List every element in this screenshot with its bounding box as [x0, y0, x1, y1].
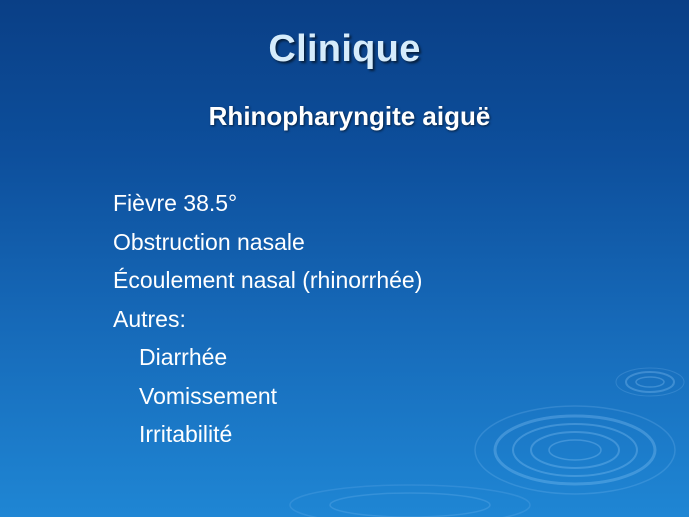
slide-title: Clinique — [268, 28, 421, 70]
slide-subtitle: Rhinopharyngite aiguë — [208, 101, 491, 131]
sub-item-diarrhea: Diarrhée — [139, 344, 228, 370]
list-item-nasal-discharge: Écoulement nasal (rhinorrhée) — [113, 267, 423, 293]
list-item-nasal-obstruction: Obstruction nasale — [113, 228, 305, 255]
list-item-fever: Fièvre 38.5° — [113, 190, 238, 216]
sub-item-irritability: Irritabilité — [139, 421, 233, 447]
symptom-list — [113, 184, 422, 454]
sub-item-vomiting: Vomissement — [139, 382, 278, 409]
list-item-others: Autres: — [113, 305, 186, 332]
